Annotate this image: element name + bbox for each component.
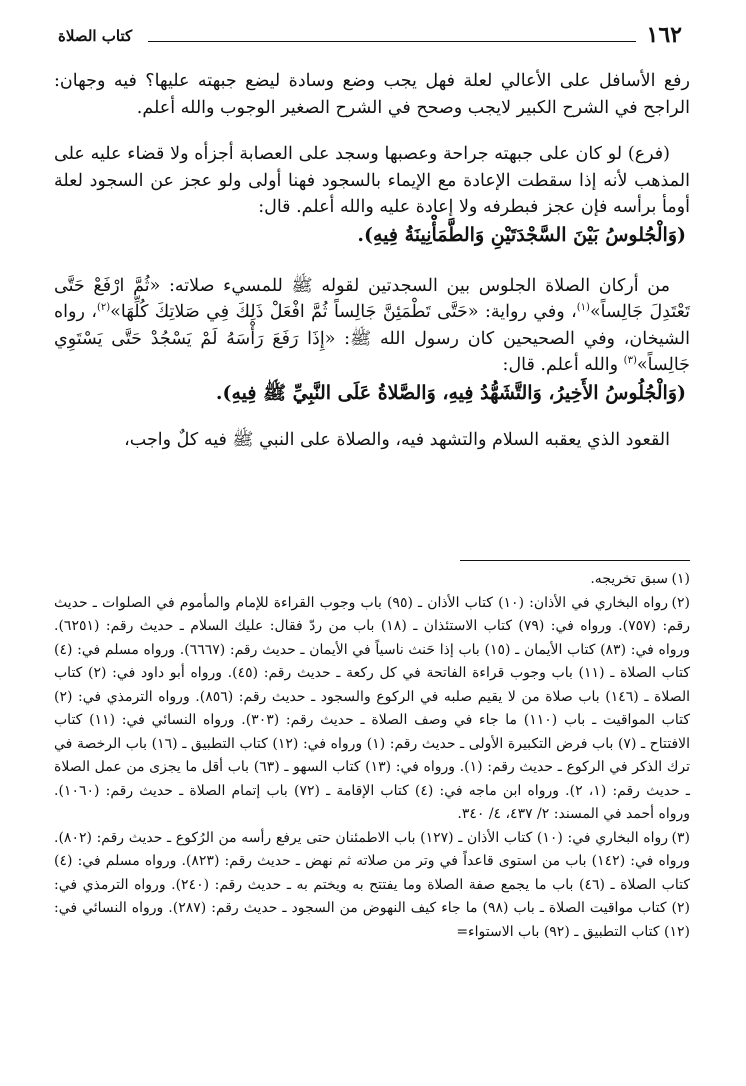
footnote-number: (١) [671,571,690,587]
paragraph-3 [54,273,690,379]
paragraph-1: رفع الأسافل على الأعالي لعلة فهل يجب وضع وسادة ليضع جبهته عليها؟ فيه وجهان: الراجح في الشرح الكبير لايجب وصحح في الشرح الصغير الوجوب والله أعلم. [54,71,690,118]
footnote-1 [54,568,690,592]
footnote-ref-1: (١) [576,302,590,314]
footnote-ref-2: (٢) [96,302,111,314]
footnote-separator [460,560,690,561]
main-text [54,68,690,453]
footnote-ref-3: (٣) [623,355,637,367]
paragraph-3-part-a: من أركان الصلاة الجلوس بين السجدتين لقوله ﷺ للمسيء صلاته: «ثُمَّ ارْفَعْ حَتَّى تَعْتَدِلَ جَالِساً» [54,275,690,322]
footnote-number: (٣) [671,829,690,846]
footnote-text: رواه البخاري في: (١٠) كتاب الأذان ـ (١٢٧) باب الاطمئنان حتى يرفع رأسه من الرُكوع ـ حديث رقم: (٨٠٢). ورواه في: (١٤٢) باب من استوى قاعداً في وتر من صلاته ثم نهض ـ حديث رقم: (٨٢٣). ورواه مسلم في: (٤) كتاب الصلاة ـ (٤٦) باب ما يجمع صفة الصلاة وما يفتتح به ويختم به ـ حديث رقم: (٢٤٠). ورواه الترمذي في: (٢) كتاب مواقيت الصلاة ـ باب (٩٨) ما جاء كيف النهوض من السجود ـ حديث رقم: (٢٨٧). ورواه النسائي في: (١٢) كتاب التطبيق ـ (٩٢) باب الاستواء= [54,829,691,940]
footnote-3 [54,827,690,945]
footnote-text: سبق تخريجه. [590,571,668,587]
paragraph-3-part-d: والله أعلم. قال: [502,355,624,375]
footnotes [54,568,690,944]
page-number: ١٦٢ [646,22,682,48]
paragraph-3-part-c: ، رواه الشيخان، وفي الصحيحين كان رسول الله ﷺ: «إِذَا رَفَعَ رَأْسَهُ لَمْ يَسْجُدْ حَتَّى يَسْتَوِي جَالِساً» [54,302,690,375]
paragraph-4: القعود الذي يعقبه السلام والتشهد فيه، والصلاة على النبي ﷺ فيه كلٌ واجب، [124,429,670,450]
page-header [58,22,688,56]
footnote-2 [54,592,690,827]
running-title: كتاب الصلاة [58,27,133,45]
section-heading-2: (وَالْجُلُوسُ الأَخِيرُ، وَالتَّشَهُّدُ فِيهِ، وَالصَّلاةُ عَلَى النَّبِيِّ ﷺ فِيهِ). [215,381,686,404]
footnote-number: (٢) [671,594,690,611]
footnote-text: رواه البخاري في الأذان: (١٠) كتاب الأذان ـ (٩٥) باب وجوب القراءة للإمام والمأموم في الصلوات ـ حديث رقم: (٧٥٧). ورواه في: (٧٩) كتاب الاستئذان ـ (١٨) باب من ردّ فقال: عليك السلام ـ حديث رقم: (٦٢٥١). ورواه في: (٨٣) كتاب الأيمان ـ (١٥) باب إذا حَنث ناسياً في الأيمان ـ حديث رقم: (٦٦٦٧). ورواه مسلم في: (٤) كتاب الصلاة ـ (١١) باب وجوب قراءة الفاتحة في كل ركعة ـ حديث رقم: (٤٥). ورواه أبو داود في: (٢) كتاب الصلاة ـ (١٤٦) باب صلاة من لا يقيم صلبه في الركوع والسجود ـ حديث رقم: (٨٥٦). ورواه الترمذي في: (٢) كتاب المواقيت ـ باب (١١٠) ما جاء في وصف الصلاة ـ حديث رقم: (٣٠٣). ورواه النسائي في: (١١) كتاب الافتتاح ـ (٧) باب فرض التكبيرة الأولى ـ حديث رقم: (١) ورواه في: (١٢) كتاب التطبيق ـ (١٦) باب الرخصة في ترك الذكر في الركوع ـ حديث رقم: (١). ورواه في: (١٣) كتاب السهو ـ (٦٣) باب أقل ما يجزى من عمل الصلاة ـ حديث رقم: (١، ٢). ورواه ابن ماجه في: (٤) كتاب الإقامة ـ (٧٢) باب إتمام الصلاة ـ حديث رقم: (١٠٦٠). ورواه أحمد في المسند: ٢/ ٤٣٧، ٤/ ٣٤٠. [54,594,691,822]
paragraph-2: (فرع) لو كان على جبهته جراحة وعصبها وسجد على العصابة أجزأه ولا قضاء عليه على المذهب لأنه إذا سقطت الإعادة مع الإيماء بالسجود فهنا أولى ولو عجز عن السجود لعلة أومأ برأسه فإن عجز فبطرفه ولا إعادة عليه والله أعلم. قال: [54,144,690,217]
section-heading-1: (وَالْجُلوسُ بَيْنَ السَّجْدَتَيْنِ وَالطَّمَأْنِينَةُ فِيهِ). [357,223,686,246]
header-rule [148,41,636,42]
paragraph-3-part-b: ، وفي رواية: «حَتَّى تَطْمَئِنَّ جَالِساً ثُمَّ افْعَلْ ذَلِكَ فِي صَلاتِكَ كُلِّهَا» [110,302,577,322]
